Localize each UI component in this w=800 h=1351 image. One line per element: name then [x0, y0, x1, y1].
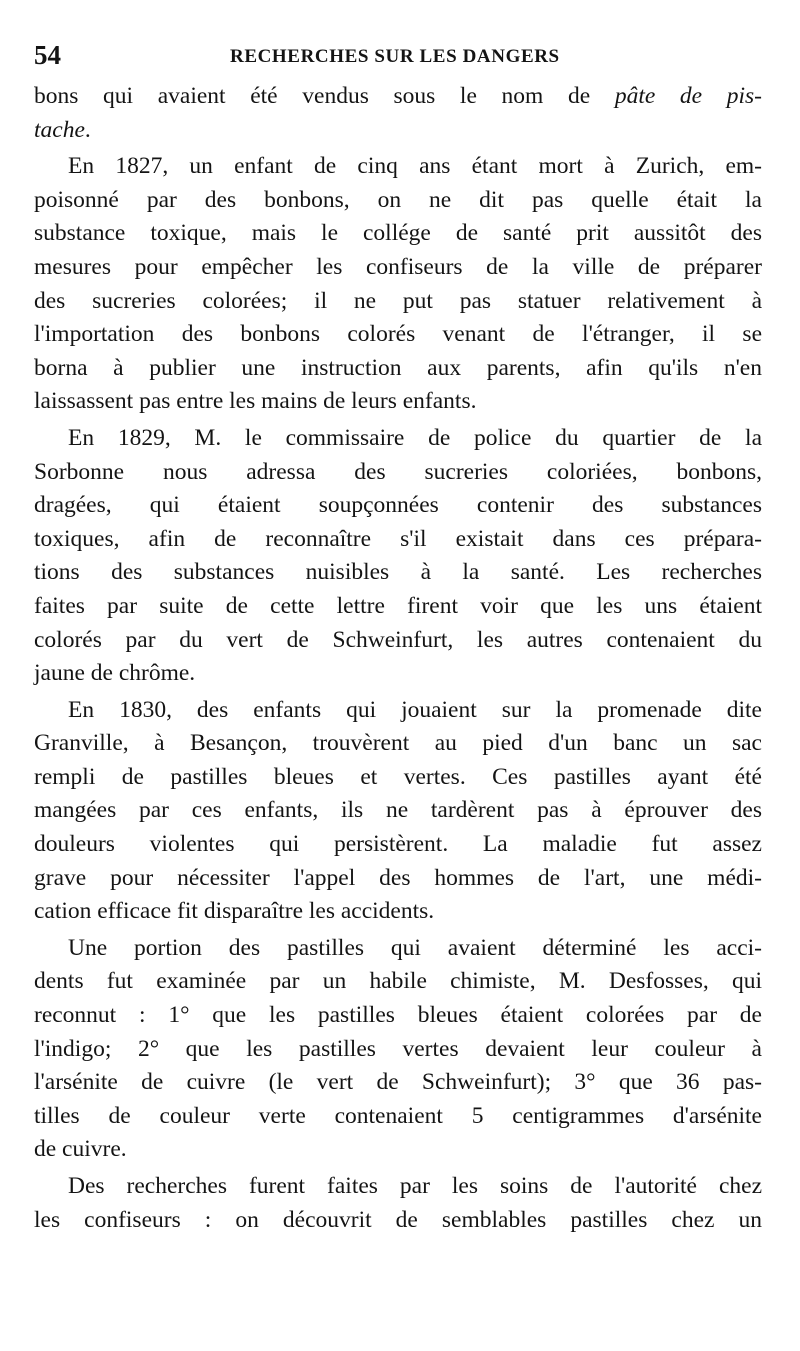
text-line: faites par suite de cette lettre firent voir que les uns étaient — [34, 592, 762, 619]
text-line: colorés par du vert de Schweinfurt, les autres contenaient du — [34, 626, 762, 653]
text-line: reconnut : 1° que les pastilles bleues étaient colorées par de — [34, 1002, 762, 1029]
text-line: poisonné par des bonbons, on ne dit pas quelle était la — [34, 186, 762, 213]
text-line: mesures pour empêcher les confiseurs de la ville de préparer — [34, 253, 762, 280]
text-line: laissassent pas entre les mains de leurs enfants. — [34, 388, 477, 415]
text-line: mangées par ces enfants, ils ne tardèrent pas à éprouver des — [34, 797, 762, 824]
text-line: dents fut examinée par un habile chimiste, M. Desfosses, qui — [34, 968, 762, 995]
text-line: grave pour nécessiter l'appel des hommes de l'art, une médi- — [34, 864, 762, 891]
text-line: Sorbonne nous adressa des sucreries coloriées, bonbons, — [34, 458, 762, 485]
text-line: substance toxique, mais le collége de santé prit aussitôt des — [34, 220, 762, 247]
text-line: les confiseurs : on découvrit de semblables pastilles chez un — [34, 1206, 762, 1233]
text-line: tilles de couleur verte contenaient 5 centigrammes d'arsénite — [34, 1102, 762, 1129]
text-line: des sucreries colorées; il ne put pas statuer relativement à — [34, 287, 762, 314]
text-line: l'indigo; 2° que les pastilles vertes devaient leur couleur à — [34, 1035, 762, 1062]
running-head: RECHERCHES SUR LES DANGERS — [230, 46, 560, 67]
text-line: En 1830, des enfants qui jouaient sur la promenade dite — [68, 696, 762, 723]
text-line: En 1829, M. le commissaire de police du quartier de la — [68, 424, 762, 451]
page-number: 54 — [34, 40, 61, 70]
text-line: toxiques, afin de reconnaître s'il existait dans ces prépara- — [34, 525, 762, 552]
text-line: dragées, qui étaient soupçonnées contenir des substances — [34, 492, 762, 519]
text-line: rempli de pastilles bleues et vertes. Ces pastilles ayant été — [34, 763, 762, 790]
text-line: cation efficace fit disparaître les accidents. — [34, 898, 435, 925]
text-line: Une portion des pastilles qui avaient déterminé les acci- — [68, 934, 762, 961]
text-line: Granville, à Besançon, trouvèrent au pied d'un banc un sac — [34, 730, 762, 757]
text-line: Des recherches furent faites par les soins de l'autorité chez — [68, 1173, 762, 1199]
text-line: tache. — [34, 116, 91, 143]
page-header — [34, 40, 764, 70]
text-line: jaune de chrôme. — [34, 660, 196, 687]
text-line: de cuivre. — [34, 1136, 127, 1163]
text-line: bons qui avaient été vendus sous le nom de pâte de pis- — [34, 83, 763, 109]
text-line: l'arsénite de cuivre (le vert de Schweinfurt); 3° que 36 pas- — [34, 1069, 762, 1096]
italic-term: pâte de pis- — [614, 83, 763, 109]
text-line: borna à publier une instruction aux parents, afin qu'ils n'en — [34, 354, 762, 381]
body-text — [34, 80, 762, 1237]
italic-term: tache — [34, 116, 85, 143]
text-line: En 1827, un enfant de cinq ans étant mort à Zurich, em- — [68, 153, 762, 180]
text-line: douleurs violentes qui persistèrent. La maladie fut assez — [34, 831, 762, 858]
text-line: l'importation des bonbons colorés venant de l'étranger, il se — [34, 321, 762, 348]
text-line: tions des substances nuisibles à la santé. Les recherches — [34, 559, 762, 586]
